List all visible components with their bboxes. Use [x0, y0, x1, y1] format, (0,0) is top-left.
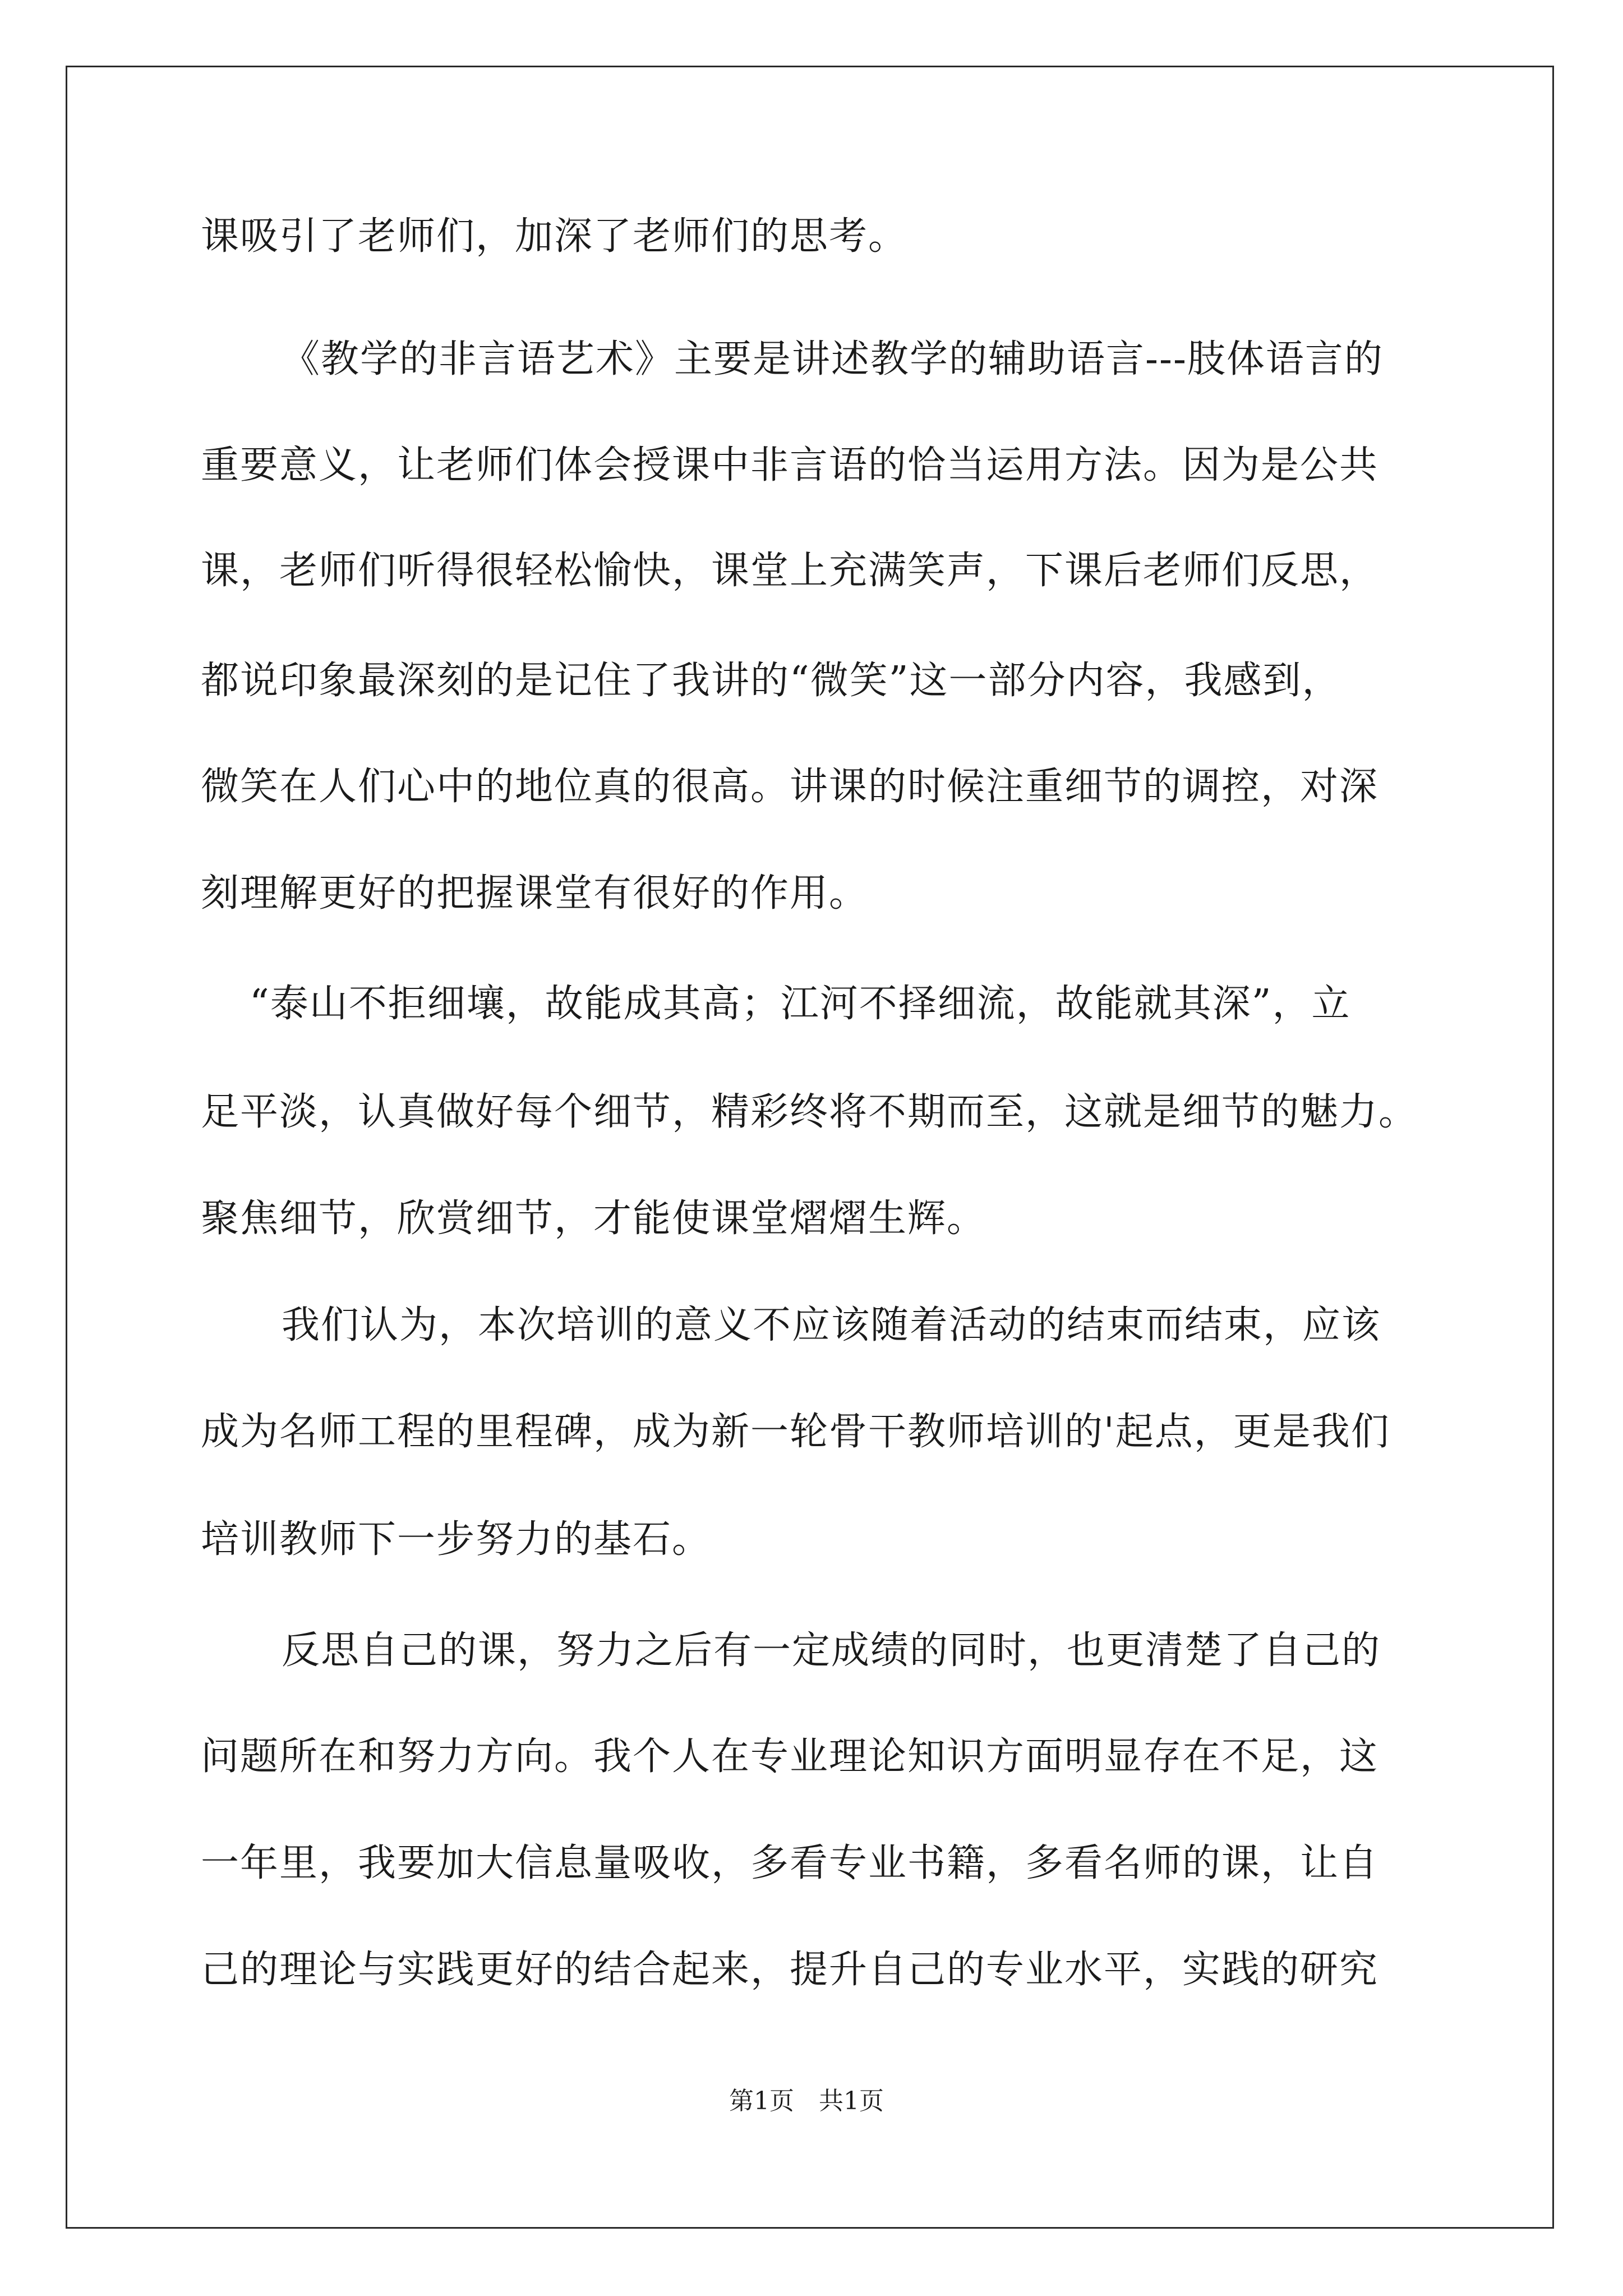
- text-line: 足平淡，认真做好每个细节，精彩终将不期而至，这就是细节的魅力。: [201, 1090, 1418, 1134]
- page-number: 第1页 共1页: [729, 2087, 884, 2115]
- text-line: 己的理论与实践更好的结合起来，提升自己的专业水平，实践的研究: [201, 1948, 1379, 1992]
- text-line: 培训教师下一步努力的基石。: [201, 1517, 712, 1562]
- text-line: 我们认为，本次培训的意义不应该随着活动的结束而结束，应该: [282, 1303, 1381, 1347]
- text-line: 问题所在和努力方向。我个人在专业理论知识方面明显存在不足，这: [201, 1734, 1379, 1779]
- page-border: [66, 66, 1554, 2229]
- text-line: 聚焦细节，欣赏细节，才能使课堂熠熠生辉。: [201, 1197, 986, 1241]
- text-line: 《教学的非言语艺术》主要是讲述教学的辅助语言---肢体语言的: [282, 337, 1384, 381]
- text-line: “泰山不拒细壤，故能成其高；江河不择细流，故能就其深”，立: [250, 982, 1351, 1026]
- text-line: 微笑在人们心中的地位真的很高。讲课的时候注重细节的调控，对深: [201, 765, 1379, 809]
- text-line: 成为名师工程的里程碑，成为新一轮骨干教师培训的'起点，更是我们: [201, 1410, 1390, 1454]
- text-line: 都说印象最深刻的是记住了我讲的“微笑”这一部分内容，我感到，: [201, 659, 1341, 703]
- text-line: 课吸引了老师们，加深了老师们的思考。: [201, 214, 908, 259]
- text-line: 重要意义，让老师们体会授课中非言语的恰当运用方法。因为是公共: [201, 443, 1379, 487]
- text-line: 课，老师们听得很轻松愉快，课堂上充满笑声，下课后老师们反思，: [201, 549, 1379, 593]
- text-line: 刻理解更好的把握课堂有很好的作用。: [201, 871, 869, 915]
- text-line: 反思自己的课，努力之后有一定成绩的同时，也更清楚了自己的: [282, 1628, 1381, 1673]
- text-line: 一年里，我要加大信息量吸收，多看专业书籍，多看名师的课，让自: [201, 1841, 1379, 1885]
